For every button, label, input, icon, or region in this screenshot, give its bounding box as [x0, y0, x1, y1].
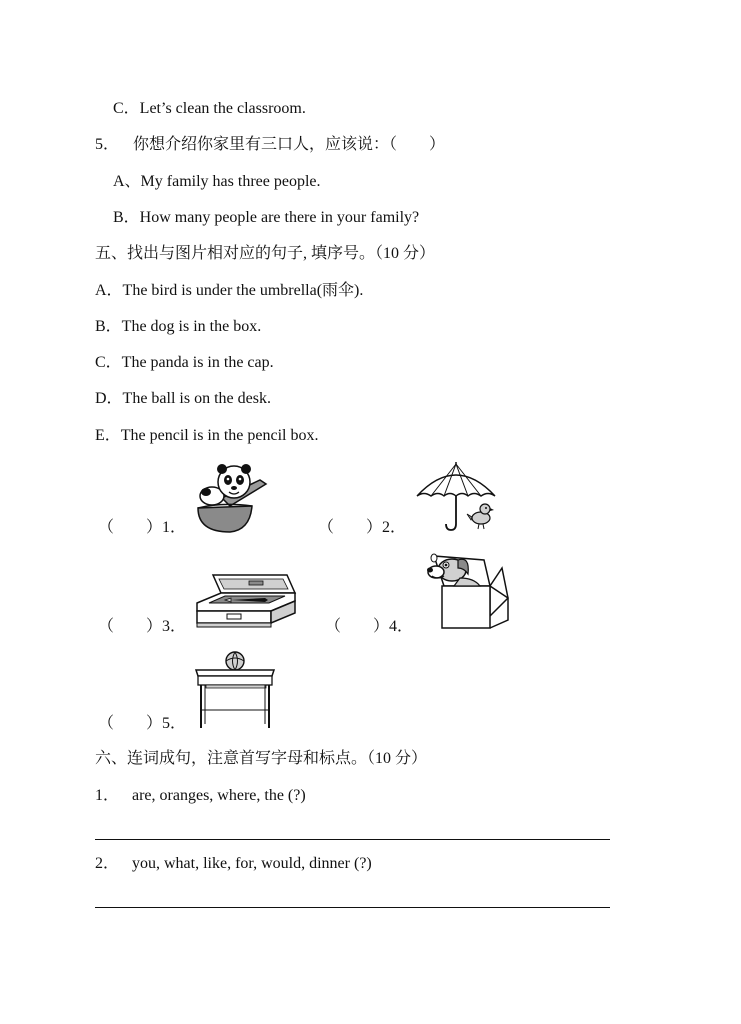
blank-4[interactable]: （ ）4．	[325, 618, 414, 635]
q5-question	[95, 135, 445, 155]
section5-sentence-e: E．The pencil is in the pencil box.	[95, 427, 319, 444]
blank-1[interactable]: （ ）1．	[98, 519, 187, 536]
section6-item-1	[95, 786, 306, 806]
section6-item-2	[95, 854, 372, 874]
ball-on-desk-picture	[194, 650, 276, 730]
section6-item-2-number: 2．	[95, 855, 120, 872]
section6-item-1-number: 1．	[95, 787, 120, 804]
bird-under-umbrella-picture	[415, 460, 497, 532]
pencil-in-box-picture	[195, 573, 299, 629]
q4-option-c: C．Let’s clean the classroom.	[113, 100, 306, 117]
blank-5[interactable]: （ ）5．	[98, 715, 187, 732]
section6-item-2-words: you, what, like, for, would, dinner (?)	[132, 855, 372, 872]
panda-in-cap-picture	[192, 462, 270, 534]
blank-2[interactable]: （ ）2．	[318, 519, 407, 536]
blank-3[interactable]: （ ）3．	[98, 618, 187, 635]
dog-in-box-picture	[424, 554, 514, 632]
section5-title: 五、找出与图片相对应的句子, 填序号。（10 分）	[95, 245, 436, 262]
section5-sentence-a: A．The bird is under the umbrella(雨伞).	[95, 282, 364, 299]
answer-line-2[interactable]	[95, 907, 610, 908]
q5-text: 你想介绍你家里有三口人，应该说：（ ）	[133, 136, 446, 153]
section5-sentence-c: C．The panda is in the cap.	[95, 354, 274, 371]
section6-item-1-words: are, oranges, where, the (?)	[132, 787, 306, 804]
section5-sentence-d: D．The ball is on the desk.	[95, 390, 271, 407]
q5-option-a: A、My family has three people.	[113, 173, 321, 190]
section6-title: 六、连词成句，注意首写字母和标点。（10 分）	[95, 750, 428, 767]
answer-line-1[interactable]	[95, 839, 610, 840]
q5-option-b: B．How many people are there in your family?	[113, 209, 420, 226]
section5-sentence-b: B．The dog is in the box.	[95, 318, 262, 335]
q5-number: 5．	[95, 136, 120, 153]
